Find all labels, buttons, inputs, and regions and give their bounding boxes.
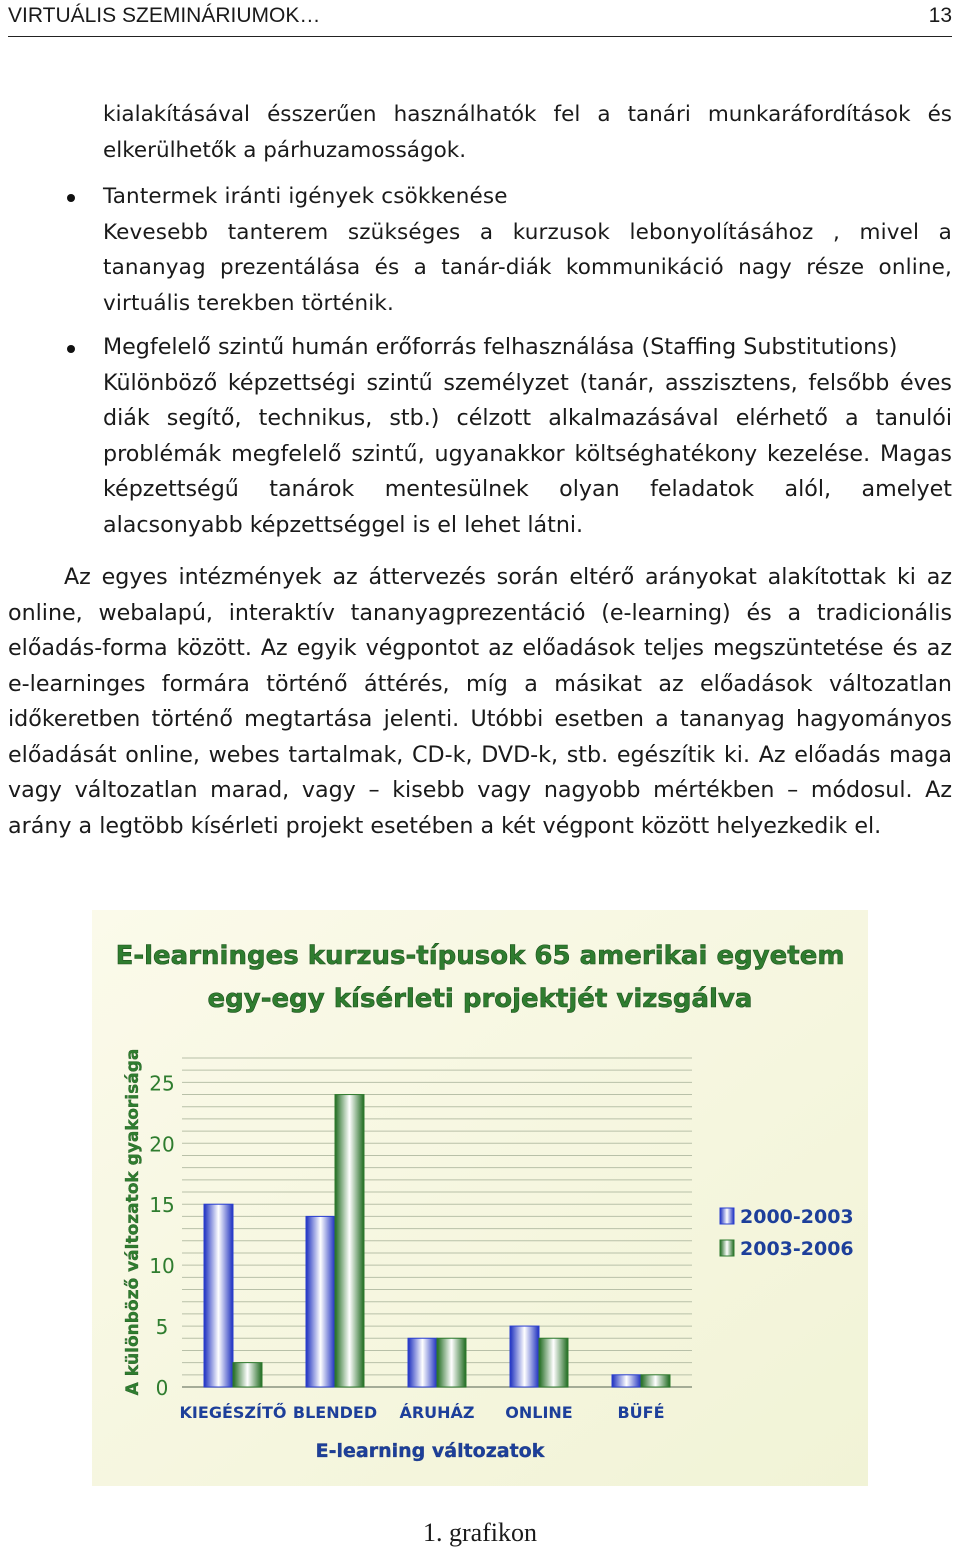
y-tick-label: 20 bbox=[149, 1132, 175, 1157]
continuation-paragraph: kialakításával ésszerűen használhatók fel a tanári munkaráfordítások és elkerülhetők a párhuzamosságok. bbox=[103, 102, 952, 163]
bar-2000-2003-ONLINE bbox=[510, 1326, 539, 1387]
y-tick-label: 5 bbox=[155, 1315, 169, 1340]
x-tick-label: KIEGÉSZÍTŐ bbox=[179, 1403, 287, 1422]
bullet-text: Kevesebb tanterem szükséges a kurzusok lebonyolításához , mivel a tananyag prezentálása és a tanár-diák kommunikáció nagy része online, virtuális terekben történik. bbox=[103, 219, 952, 316]
bullet-title: Megfelelő szintű humán erőforrás felhasználása (Staffing Substitutions) bbox=[103, 334, 898, 360]
y-tick-label: 25 bbox=[149, 1071, 175, 1096]
chart-title-line2: egy-egy kísérleti projektjét vizsgálva bbox=[207, 984, 753, 1014]
running-title: VIRTUÁLIS SZEMINÁRIUMOK… bbox=[8, 4, 321, 27]
legend-label: 2003-2006 bbox=[740, 1238, 854, 1260]
x-axis-label: E-learning változatok bbox=[315, 1440, 545, 1462]
y-tick-label: 15 bbox=[149, 1193, 175, 1218]
bullet-icon bbox=[67, 194, 75, 202]
page-header bbox=[8, 0, 952, 37]
bullet-item-classrooms bbox=[103, 179, 952, 321]
bar-2000-2003-KIEGÉSZÍTŐ bbox=[204, 1204, 233, 1387]
bar-chart bbox=[92, 910, 868, 1486]
x-tick-label: BLENDED bbox=[292, 1403, 378, 1422]
x-tick-label: ONLINE bbox=[505, 1403, 573, 1422]
bar-2003-2006-BÜFÉ bbox=[641, 1375, 670, 1387]
chart-svg bbox=[92, 910, 868, 1486]
bar-2003-2006-ÁRUHÁZ bbox=[437, 1338, 466, 1387]
bullet-item-staffing bbox=[103, 330, 952, 543]
bar-2003-2006-KIEGÉSZÍTŐ bbox=[233, 1363, 262, 1387]
bullet-icon bbox=[67, 345, 75, 353]
bullet-title: Tantermek iránti igények csökkenése bbox=[103, 184, 508, 209]
body-paragraph: Az egyes intézmények az áttervezés során eltérő arányokat alakítottak ki az online, webalapú, interaktív tananyagprezentáció (e-learning) és a tradicionális előadás-forma között. Az egyik végpontot az előadások teljes megszüntetése és az e-learninges formára történő áttérés, míg a másikat az előadások változatlan időkeretben történő megtartása jelenti. Utóbbi esetben a tananyag hagyományos előadását online, webes tartalmak, CD-k, DVD-k, stb. egészítik ki. Az előadás maga vagy változatlan marad, vagy – kisebb vagy nagyobb mértékben – módosul. Az arány a legtöbb kísérleti projekt esetében a két végpont között helyezkedik el. bbox=[8, 564, 952, 839]
y-tick-label: 0 bbox=[155, 1376, 169, 1400]
page-number: 13 bbox=[928, 4, 952, 27]
bar-2000-2003-BLENDED bbox=[306, 1216, 335, 1387]
legend-swatch bbox=[720, 1208, 734, 1224]
y-axis-label: A különböző változatok gyakorisága bbox=[123, 1048, 143, 1396]
chart-title-line1: E-learninges kurzus-típusok 65 amerikai egyetem bbox=[115, 941, 845, 971]
bar-2003-2006-BLENDED bbox=[335, 1095, 364, 1387]
bar-2000-2003-BÜFÉ bbox=[612, 1375, 641, 1387]
x-tick-label: BÜFÉ bbox=[617, 1403, 665, 1422]
bar-2003-2006-ONLINE bbox=[539, 1338, 568, 1387]
legend-label: 2000-2003 bbox=[740, 1206, 854, 1228]
bullet-text: Különböző képzettségi szintű személyzet (tanár, asszisztens, felsőbb éves diák segítő, technikus, stb.) célzott alkalmazásával elérhető a tanulói problémák megfelelő szintű, ugyanakkor költséghatékony kezelése. Magas képzettségű tanárok mentesülnek olyan feladatok alól, amelyet alacsonyabb képzettséggel is el lehet látni. bbox=[103, 369, 952, 538]
bar-2000-2003-ÁRUHÁZ bbox=[408, 1338, 437, 1387]
y-tick-label: 10 bbox=[149, 1254, 175, 1279]
figure-caption: 1. grafikon bbox=[422, 1518, 538, 1547]
legend-swatch bbox=[720, 1240, 734, 1256]
x-tick-label: ÁRUHÁZ bbox=[399, 1403, 475, 1422]
